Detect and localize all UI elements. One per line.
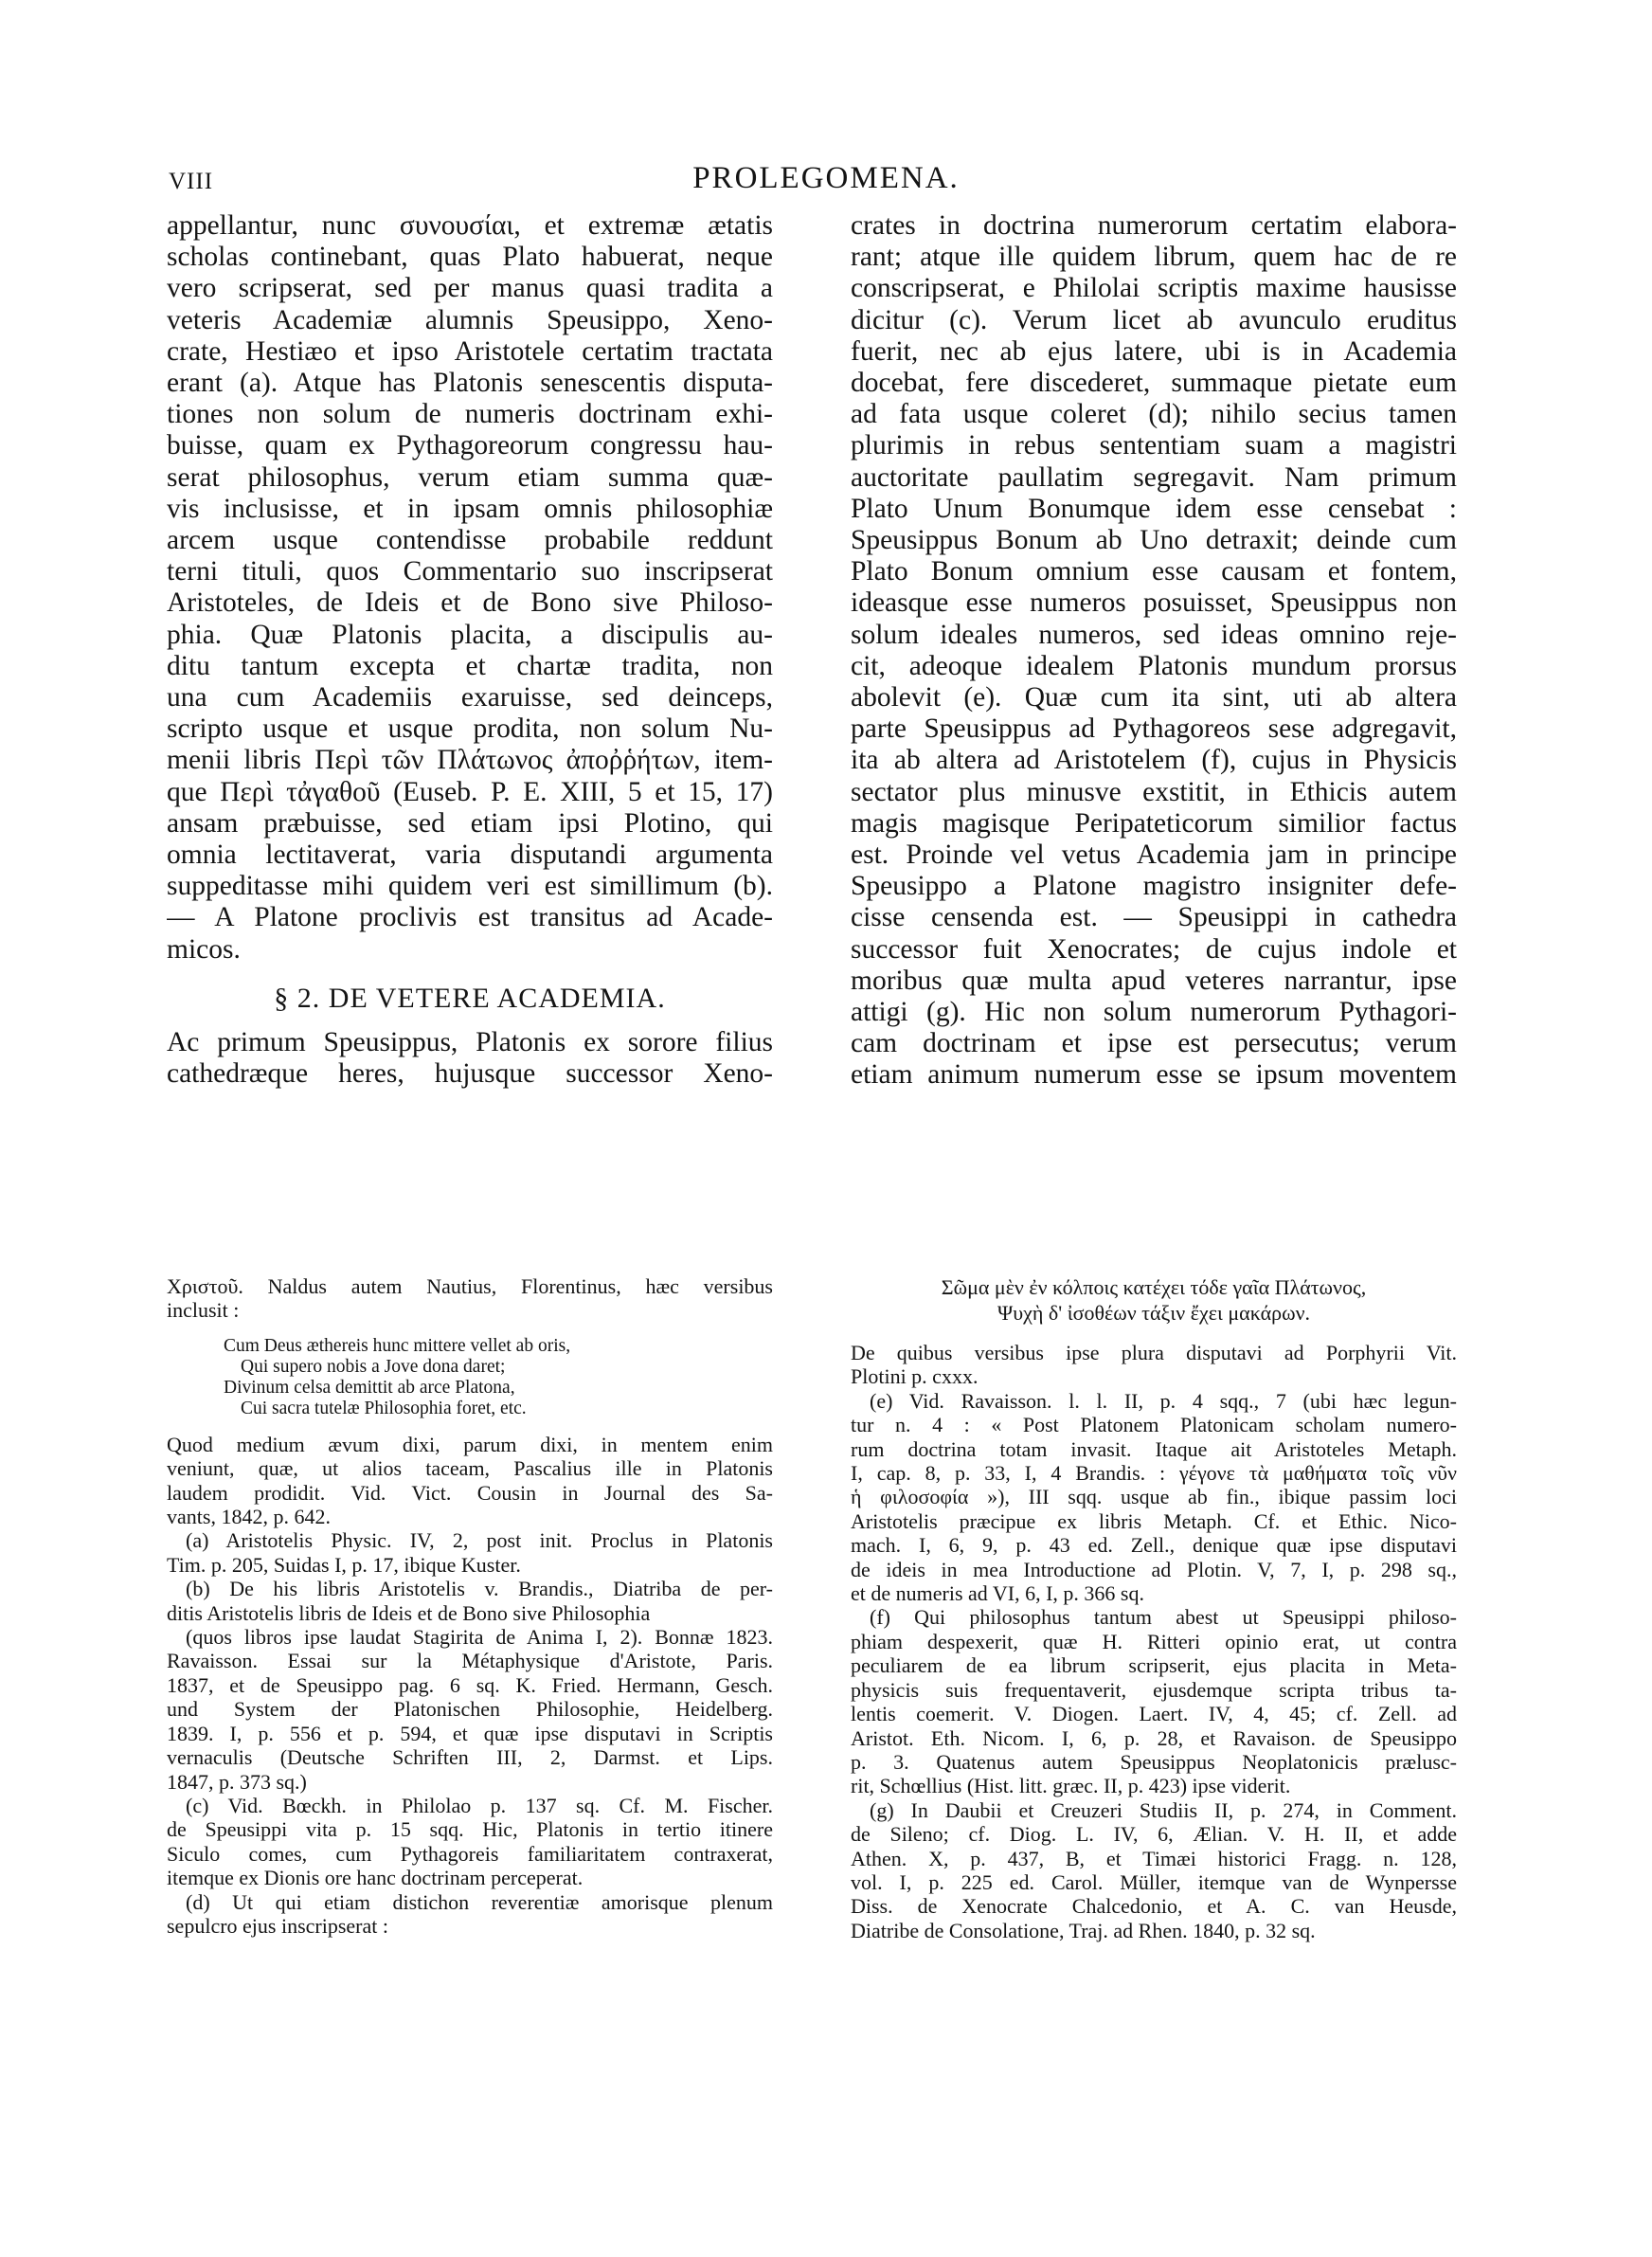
footnote-line: veniunt, quæ, ut alios taceam, Pascalius ille in Platonis: [167, 1456, 773, 1481]
text-line: Speusippo a Platone magistro insigniter defe-: [851, 871, 1457, 902]
footnote-line: und System der Platonischen Philosophie, Heidelberg.: [167, 1697, 773, 1722]
text-line: Speusippus Bonum ab Uno detraxit; deinde cum: [851, 525, 1457, 556]
text-line: abolevit (e). Quæ cum ita sint, uti ab altera: [851, 682, 1457, 713]
footnote-line: de Sileno; cf. Diog. L. IV, 6, Ælian. V. H. II, et adde: [851, 1822, 1457, 1847]
text-line: attigi (g). Hic non solum numerorum Pythagori-: [851, 997, 1457, 1028]
footnote-line: (b) De his libris Aristotelis v. Brandis., Diatriba de per-: [186, 1577, 773, 1601]
footnote-line: (d) Ut qui etiam distichon reverentiæ amorisque plenum: [186, 1889, 773, 1914]
text-line: crates in doctrina numerorum certatim elabora-: [851, 210, 1457, 241]
running-title: PROLEGOMENA.: [692, 161, 960, 195]
verse-line: Qui supero nobis a Jove dona daret;: [241, 1356, 506, 1377]
left-column-before-heading: [167, 210, 773, 966]
text-line: successor fuit Xenocrates; de cujus indole et: [851, 933, 1457, 965]
text-line: buisse, quam ex Pythagoreorum congressu hau-: [167, 430, 773, 461]
text-line: Ac primum Speusippus, Platonis ex sorore filius: [167, 1027, 773, 1058]
footnote-line: I, cap. 8, p. 33, I, 4 Brandis. : γέγονε τὰ μαθήματα τοῖς νῦν: [851, 1461, 1457, 1486]
text-line: cit, adeoque idealem Platonis mundum prorsus: [851, 650, 1457, 681]
text-line: omnia lectitaverat, varia disputandi argumenta: [167, 840, 773, 871]
text-line: una cum Academiis exaruisse, sed deinceps,: [167, 682, 773, 713]
text-line: veteris Academiæ alumnis Speusippo, Xeno-: [167, 304, 773, 335]
text-line: fuerit, nec ab ejus latere, ubi is in Academia: [851, 335, 1457, 367]
text-line: crate, Hestiæo et ipso Aristotele certatim tractata: [167, 335, 773, 367]
text-line: appellantur, nunc συνουσίαι, et extremæ ætatis: [167, 210, 773, 241]
footnote-line: (a) Aristotelis Physic. IV, 2, post init. Proclus in Platonis: [186, 1528, 773, 1553]
footnote-line: inclusit :: [167, 1298, 240, 1323]
footnote-line: (f) Qui philosophus tantum abest ut Speusippi philoso-: [870, 1605, 1457, 1630]
text-line: rant; atque ille quidem librum, quem hac de re: [851, 242, 1457, 273]
text-line: cam doctrinam et ipse est persecutus; verum: [851, 1028, 1457, 1059]
text-line: tiones non solum de numeris doctrinam exhi-: [167, 399, 773, 430]
text-line: dicitur (c). Verum licet ab avunculo eruditus: [851, 304, 1457, 335]
text-line: etiam animum numerum esse se ipsum moventem: [851, 1059, 1457, 1091]
footnote-line: Diss. de Xenocrate Chalcedonio, et A. C. van Heusde,: [851, 1894, 1457, 1919]
text-line: Plato Bonum omnium esse causam et fontem,: [851, 556, 1457, 587]
footnote-line: mach. I, 6, 9, p. 43 ed. Zell., denique quæ ipse disputavi: [851, 1533, 1457, 1558]
text-line: cisse censenda est. — Speusippi in cathedra: [851, 902, 1457, 933]
text-line: moribus quæ multa apud veteres narrantur, ipse: [851, 965, 1457, 996]
verse-line: Σῶμα μὲν ἐν κόλποις κατέχει τόδε γαῖα Πλάτωνος,: [941, 1275, 1367, 1299]
text-line: ideasque esse numeros posuisset, Speusippus non: [851, 587, 1457, 619]
page-number: VIII: [169, 169, 214, 194]
footnote-line: lentis coemerit. V. Diogen. Laert. IV, 4, 45; cf. Zell. ad: [851, 1702, 1457, 1726]
main-text-left-column: [167, 210, 773, 1090]
verse-line: Cum Deus æthereis hunc mittere vellet ab oris,: [224, 1335, 571, 1356]
footnote-line: vernaculis (Deutsche Schriften III, 2, Darmst. et Lips.: [167, 1745, 773, 1770]
text-line: parte Speusippus ad Pythagoreos sese adgregavit,: [851, 713, 1457, 745]
verse-line: Cui sacra tutelæ Philosophia foret, etc.: [241, 1398, 527, 1418]
footnote-line: Tim. p. 205, Suidas I, p. 17, ibique Kuster.: [167, 1552, 521, 1577]
latin-verse-quotation: [224, 1336, 773, 1419]
text-line: plurimis in rebus sententiam suam a magistri: [851, 430, 1457, 461]
footnotes-left: [167, 1274, 773, 1938]
text-line: sectator plus minusve exstitit, in Ethicis autem: [851, 776, 1457, 807]
footnote-line: 1837, et de Speusippo pag. 6 sq. K. Fried. Hermann, Gesch.: [167, 1672, 773, 1697]
text-line: docebat, fere discederet, summaque pietate eum: [851, 368, 1457, 399]
footnote-intro: [167, 1274, 773, 1323]
footnote-line: Aristotelis præcipue ex libris Metaph. Cf. et Ethic. Nico-: [851, 1508, 1457, 1533]
footnote-line: Ravaisson. Essai sur la Métaphysique d'Aristote, Paris.: [167, 1649, 773, 1673]
text-line: menii libris Περὶ τῶν Πλάτωνος ἀποῤῥήτων, item-: [167, 745, 773, 776]
footnote-line: rum doctrina totam invasit. Itaque ait Aristoteles Metaph.: [851, 1436, 1457, 1461]
text-line: scripto usque et usque prodita, non solum Nu-: [167, 713, 773, 745]
footnote-line: sepulcro ejus inscripserat :: [167, 1913, 388, 1938]
footnote-line: (g) In Daubii et Creuzeri Studiis II, p. 274, in Comment.: [870, 1797, 1457, 1822]
text-line: cathedræque heres, hujusque successor Xeno-: [167, 1058, 773, 1090]
footnote-line: (quos libros ipse laudat Stagirita de Anima I, 2). Bonnæ 1823.: [186, 1625, 773, 1650]
text-line: terni tituli, quos Commentario suo inscripserat: [167, 556, 773, 587]
footnote-line: (e) Vid. Ravaisson. l. l. II, p. 4 sqq., 7 (ubi hæc legun-: [870, 1388, 1457, 1413]
footnote-line: (c) Vid. Bœckh. in Philolao p. 137 sq. Cf. M. Fischer.: [186, 1793, 773, 1817]
text-line: ita ab altera ad Aristotelem (f), cujus in Physicis: [851, 745, 1457, 776]
text-line: serat philosophus, verum etiam summa quæ-: [167, 461, 773, 493]
text-line: ad fata usque coleret (d); nihilo secius tamen: [851, 399, 1457, 430]
text-line: que Περὶ τἀγαθοῦ (Euseb. P. E. XIII, 5 et 15, 17): [167, 776, 773, 807]
text-line: auctoritate paullatim segregavit. Nam primum: [851, 461, 1457, 493]
footnote-line: Plotini p. cxxx.: [851, 1364, 979, 1389]
greek-epigram: [851, 1274, 1457, 1326]
footnote-line: laudem prodidit. Vid. Vict. Cousin in Journal des Sa-: [167, 1480, 773, 1505]
text-line: ditu tantum excepta et chartæ tradita, non: [167, 650, 773, 681]
footnote-line: et de numeris ad VI, 6, I, p. 366 sq.: [851, 1581, 1144, 1606]
footnote-line: Athen. X, p. 437, B, et Timæi historici Fragg. n. 128,: [851, 1846, 1457, 1870]
footnotes-right: [851, 1274, 1457, 1942]
verse-line: Divinum celsa demittit ab arce Platona,: [224, 1377, 515, 1398]
footnote-line: Diatribe de Consolatione, Traj. ad Rhen. 1840, p. 32 sq.: [851, 1918, 1316, 1942]
text-line: solum ideales numeros, sed ideas omnino reje-: [851, 619, 1457, 650]
footnote-line: vol. I, p. 225 ed. Carol. Müller, itemque van de Wynpersse: [851, 1869, 1457, 1894]
footnote-line: p. 3. Quatenus autem Speusippus Neoplatonicis prælusc-: [851, 1749, 1457, 1774]
text-line: micos.: [167, 933, 241, 965]
footnote-line: 1839. I, p. 556 et p. 594, et quæ ipse disputavi in Scriptis: [167, 1721, 773, 1745]
text-line: Aristoteles, de Ideis et de Bono sive Philoso-: [167, 587, 773, 619]
footnote-line: vants, 1842, p. 642.: [167, 1505, 331, 1529]
text-line: arcem usque contendisse probabile reddunt: [167, 525, 773, 556]
text-line: vis inclusisse, et in ipsam omnis philosophiæ: [167, 493, 773, 524]
footnote-line: peculiarem de ea librum scripserit, ejus placita in Meta-: [851, 1653, 1457, 1678]
left-column-after-heading: [167, 1027, 773, 1090]
section-heading: § 2. DE VETERE ACADEMIA.: [274, 982, 666, 1014]
footnote-lines-right: [851, 1341, 1457, 1942]
footnote-line: de ideis in mea Introductione ad Plotin. V, 7, I, p. 298 sq.,: [851, 1557, 1457, 1581]
text-line: est. Proinde vel vetus Academia jam in principe: [851, 840, 1457, 871]
text-line: scholas continebant, quas Plato habuerat, neque: [167, 242, 773, 273]
text-line: Plato Unum Bonumque idem esse censebat :: [851, 493, 1457, 524]
text-line: vero scripserat, sed per manus quasi tradita a: [167, 273, 773, 304]
text-line: suppeditasse mihi quidem veri est simillimum (b).: [167, 871, 773, 902]
footnote-line: tur n. 4 : « Post Platonem Platonicam scholam numero-: [851, 1413, 1457, 1437]
footnote-line: de Speusippi vita p. 15 sqq. Hic, Platonis in tertio itinere: [167, 1817, 773, 1842]
main-text-right-column: [851, 210, 1457, 1092]
footnote-lines-left: [167, 1433, 773, 1939]
footnote-line: 1847, p. 373 sq.): [167, 1769, 307, 1794]
footnote-line: De quibus versibus ipse plura disputavi ad Porphyrii Vit.: [851, 1341, 1457, 1364]
text-line: — A Platone proclivis est transitus ad Acade-: [167, 902, 773, 933]
footnote-line: phiam despexerit, quæ H. Ritteri opinio erat, ut contra: [851, 1629, 1457, 1653]
footnote-line: physicis suis frequentaverit, ejusdemque scripta tribus ta-: [851, 1677, 1457, 1702]
text-line: conscripserat, e Philolai scriptis maxime hausisse: [851, 273, 1457, 304]
text-line: erant (a). Atque has Platonis senescentis disputa-: [167, 368, 773, 399]
footnote-line: Χριστοῦ. Naldus autem Nautius, Florentinus, hæc versibus: [167, 1274, 773, 1298]
footnote-line: Aristot. Eth. Nicom. I, 6, p. 28, et Ravaison. de Speusippo: [851, 1725, 1457, 1750]
text-line: ansam præbuisse, sed etiam ipsi Plotino, qui: [167, 807, 773, 839]
footnote-line: ἡ φιλοσοφία »), III sqq. usque ab fin., ibique passim loci: [851, 1485, 1457, 1509]
footnote-line: rit, Schœllius (Hist. litt. græc. II, p. 423) ipse viderit.: [851, 1774, 1291, 1798]
footnote-line: ditis Aristotelis libris de Ideis et de Bono sive Philosophia: [167, 1600, 651, 1625]
text-line: magis magisque Peripateticorum similior factus: [851, 807, 1457, 839]
verse-line: Ψυχὴ δ' ἰσοθέων τάξιν ἔχει μακάρων.: [997, 1301, 1311, 1325]
text-line: phia. Quæ Platonis placita, a discipulis au-: [167, 619, 773, 650]
footnote-line: itemque ex Dionis ore hanc doctrinam perceperat.: [167, 1866, 584, 1890]
footnote-line: Siculo comes, cum Pythagoreis familiaritatem contraxerat,: [167, 1841, 773, 1866]
footnote-line: Quod medium ævum dixi, parum dixi, in mentem enim: [167, 1432, 773, 1456]
